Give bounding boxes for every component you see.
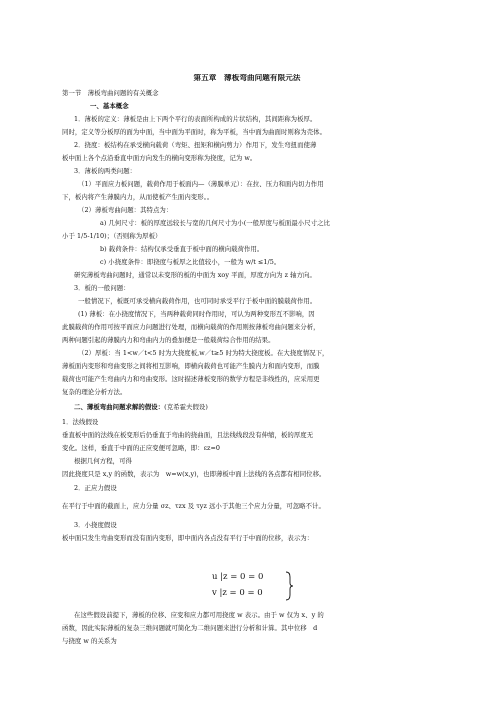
assumption-2: 2．正应力假设 (74, 484, 117, 492)
assumption-1c: 根据几何方程，可得 (74, 457, 132, 465)
right-brace-icon (284, 571, 294, 601)
item-a: a) 几何尺寸：板的厚度远较长与宽的几何尺寸为小(一般厚度与板面最小尺寸之比 (100, 219, 331, 227)
para-2a: 2．挠度：板结构在承受横向载荷（弯矩、扭矩和横向剪力）作用下，发生弯扭而使薄 (74, 141, 317, 149)
para-3: 3．薄板的两类问题： (74, 167, 137, 175)
item-a2: 小于 1/5-1/10)；（否则称为厚板） (62, 232, 162, 240)
para-4d: 两种问题引起的薄膜内力和弯曲内力的叠加便是一般载荷综合作用的结果。 (62, 336, 275, 344)
assumption-3d: 与挠度 w 的关系为 (62, 637, 117, 645)
para-4e: （2）厚板：当 1<w／t<5 时为大挠度板,w／t≥5 时为特大挠度板。在大挠度情况下， (78, 349, 329, 357)
para-4: 3．板的一般问题： (74, 284, 130, 292)
heading-assumptions-note: (克希霍夫假设) (164, 403, 208, 411)
equation-u: u |z = 0 = 0 (212, 572, 264, 582)
chapter-title: 第五章 薄板弯曲问题有限元法 (193, 74, 301, 82)
assumption-1d: 因此挠度只是 x,y 的函数，表示为 w=w(x,y)，也即薄板中面上法线的各点都有相同位移。 (62, 470, 326, 478)
section-heading: 第一节 薄板弯曲问题的有关概念 (62, 89, 159, 97)
item-c: c) 小挠度条件：即挠度与板厚之比值较小，一般为 w/t ≤1/5。 (100, 258, 281, 266)
assumption-1a: 垂直板中面的法线在板变形后仍垂直于弯曲的挠曲面，且法线线段没有伸缩，板的厚度无 (62, 431, 314, 439)
heading-assumptions-text: 二、薄板弯曲问题求解的假设： (74, 403, 165, 411)
heading-basic-concepts: 一、基本概念 (90, 102, 129, 110)
item-b: b) 载荷条件：结构仅承受垂直于板中面的横向载荷作用。 (100, 245, 264, 253)
assumption-3b: 在这些假设前提下，薄板的位移、应变和应力都可用挠度 w 表示。由于 w 仅为 x、y 的 (74, 611, 324, 619)
para-1b: 同时，定义等分板厚的面为中面，当中面为平面时，称为平板，当中面为曲面时则称为壳体。 (62, 128, 327, 136)
para-4a: 一般情况下，板既可承受横向载荷作用，也可同时承受平行于板中面的膜载荷作用。 (78, 297, 317, 305)
heading-assumptions (74, 403, 454, 411)
para-3-2: （2）薄板弯曲问题：其特点为： (78, 206, 173, 214)
para-coord: 研究薄板弯曲问题时，通常以未变形的板的中面为 xoy 平面，厚度方向为 z 轴方向。 (74, 271, 316, 279)
assumption-3c: 函数，因此实际薄板的复杂三维问题就可简化为二维问题来进行分析和计算。其中位移 d (62, 624, 318, 632)
para-4b: (1) 薄板：在小挠度情况下，当两种载荷同时作用时，可认为两种变形互不影响，因 (78, 310, 315, 318)
para-4c: 此膜载荷的作用可按平面应力问题进行处理，而横向载荷的作用则按薄板弯曲问题来分析， (62, 323, 320, 331)
para-3-1b: 下，板内将产生薄膜内力，从而使板产生面内变形。。 (62, 193, 214, 201)
assumption-3a: 板中面只发生弯曲变形而没有面内变形，即中面内各点没有平行于中面的位移，表示为： (62, 534, 314, 542)
para-4g: 载荷也可能产生弯曲内力和弯曲变形。这时描述薄板变形的数学方程是非线性的，应采用更 (62, 375, 320, 383)
para-4h: 复杂的理论分析方法。 (62, 388, 127, 396)
equation-v: v |z = 0 = 0 (212, 588, 263, 598)
assumption-1b: 变化。这样，垂直于中面的正应变便可忽略，即：εz=0 (62, 444, 220, 452)
para-1a: 1．薄板的定义：薄板是由上下两个平行的表面所构成的片状结构，其间距称为板厚。 (74, 115, 317, 123)
assumption-3: 3．小挠度假设 (74, 521, 117, 529)
para-4f: 薄板面内变形和弯曲变形之间将相互影响，即横向载荷也可能产生膜内力和面内变形，而膜 (62, 362, 320, 370)
assumption-1: 1．法线假设 (62, 418, 99, 426)
para-2b: 板中面上各个点沿垂直中面方向发生的横向变形称为挠度，记为 w。 (62, 154, 257, 162)
assumption-2a: 在平行于中面的截面上，应力分量 σz、τzx 及 τyz 远小于其他三个应力分量，可忽略不计。 (62, 502, 325, 510)
para-3-1: （1）平面应力板问题，载荷作用于板面内—（薄膜单元）：在拉、压力和面内切力作用 (78, 180, 324, 188)
